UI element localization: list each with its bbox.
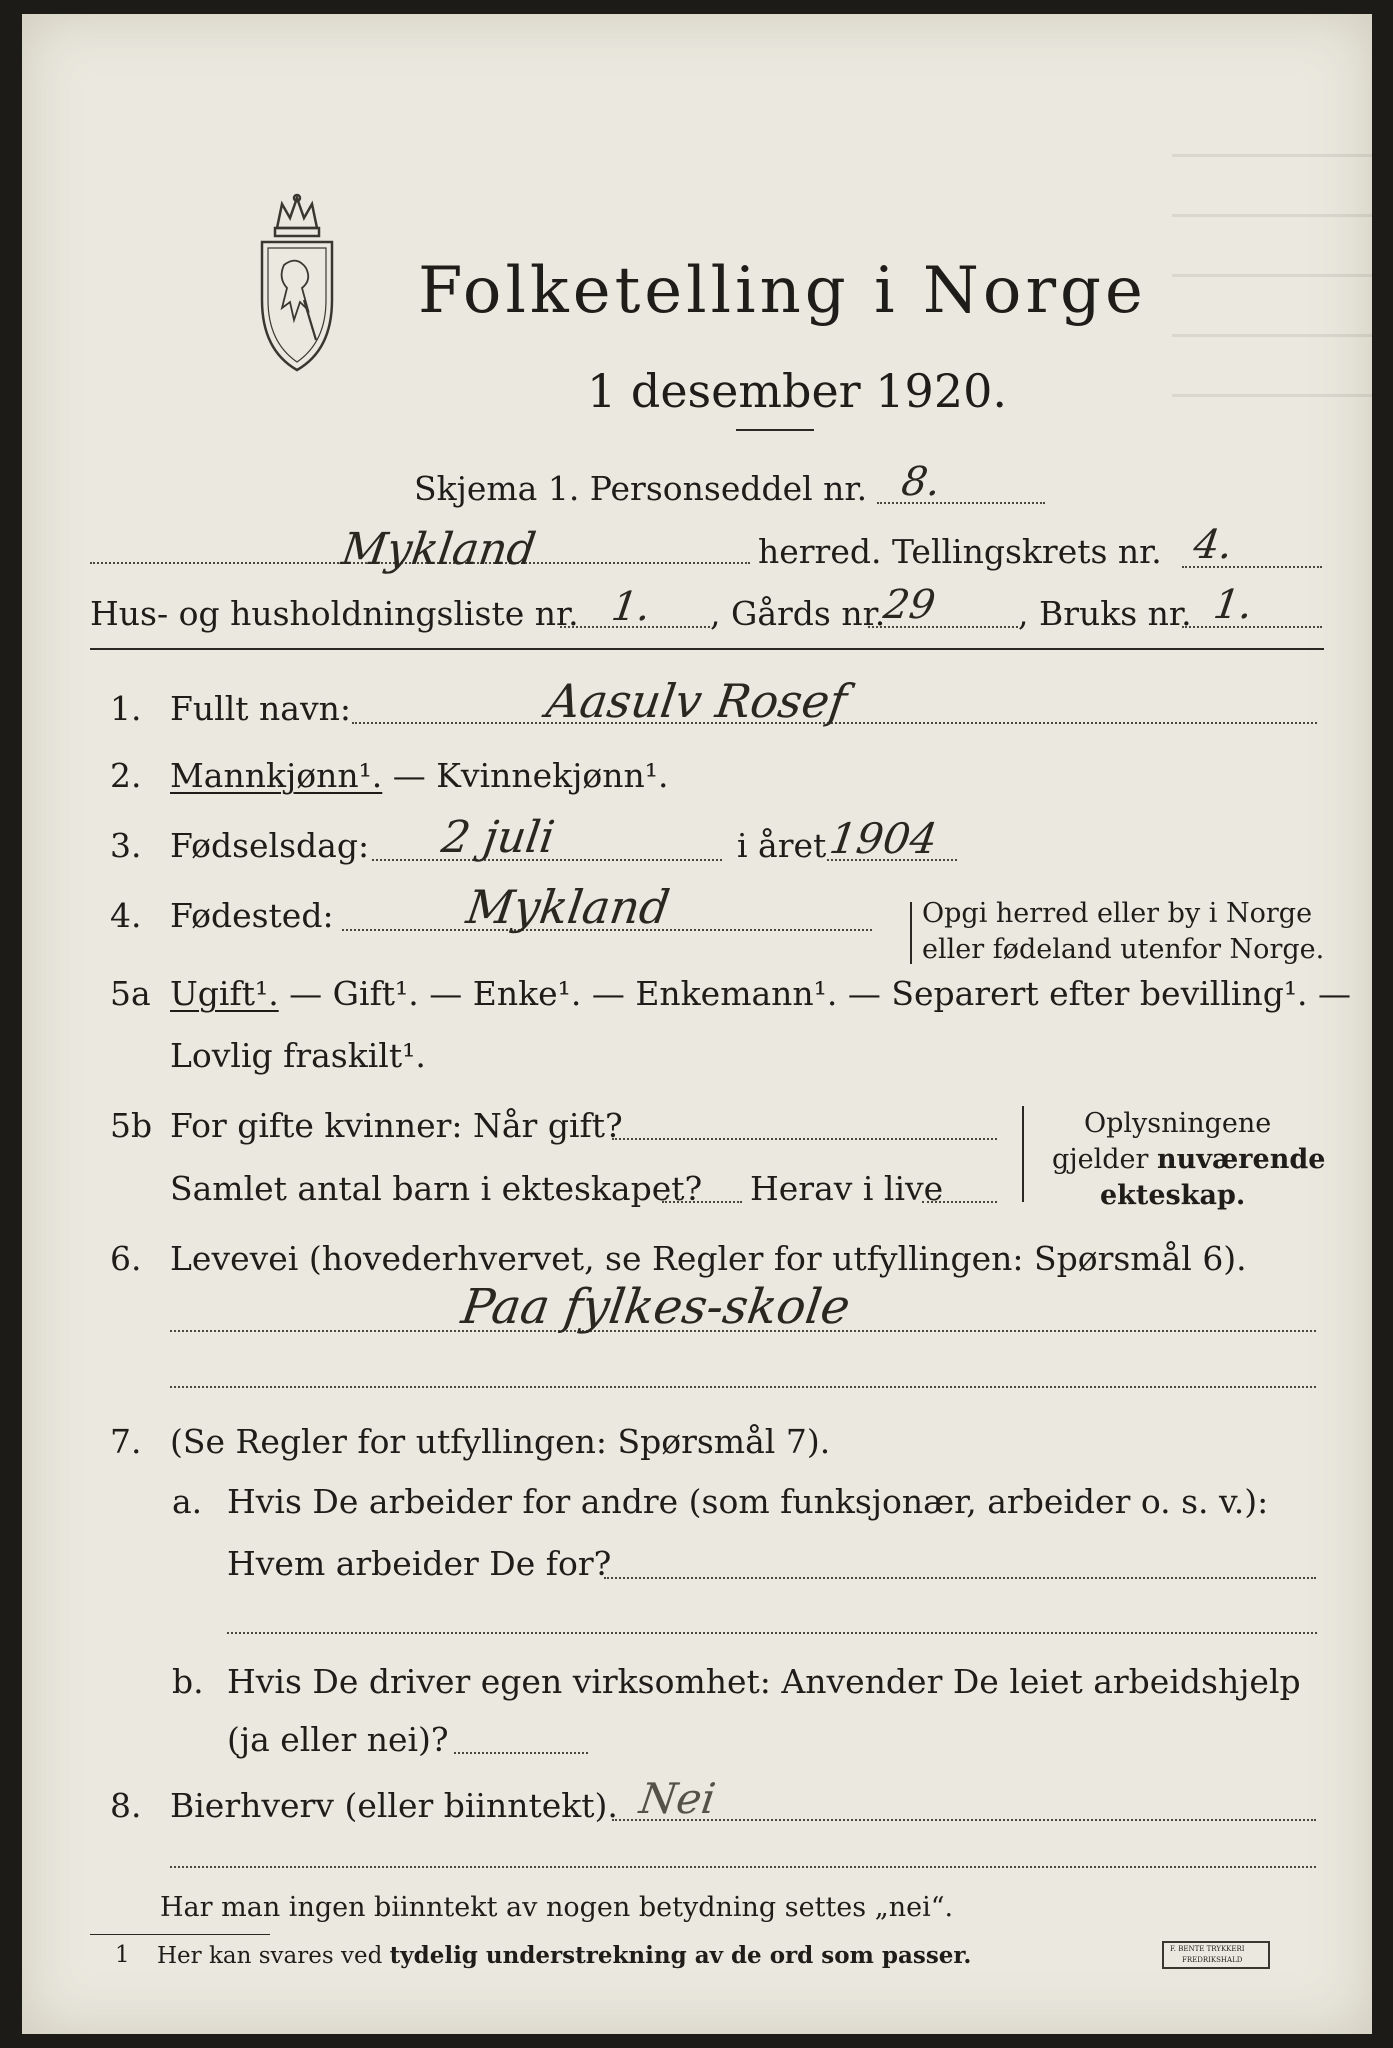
footnote-rule: [90, 1934, 270, 1935]
q8-line1: [612, 1819, 1316, 1821]
q7-number: 7.: [110, 1422, 142, 1461]
q4-note-line2: eller fødeland utenfor Norge.: [922, 934, 1325, 965]
q7a-line1: [604, 1577, 1316, 1579]
form-title: Folketelling i Norge: [418, 254, 1147, 328]
q7a-number: a.: [172, 1482, 203, 1521]
q8-number: 8.: [110, 1786, 142, 1825]
census-date: 1 desember 1920.: [587, 364, 1007, 418]
printer-stamp-line1: F. BENTE TRYKKERI: [1170, 1945, 1245, 1953]
herred-value[interactable]: Mykland: [338, 524, 539, 575]
printer-stamp: [1162, 1941, 1270, 1969]
q7b-number: b.: [172, 1662, 204, 1701]
q6-number: 6.: [110, 1239, 142, 1278]
q5b-number: 5b: [110, 1106, 153, 1145]
q5b-note-current: nuværende: [1157, 1144, 1326, 1175]
q7b-line: [454, 1752, 588, 1754]
hus-label: Hus- og husholdningsliste nr.: [90, 594, 579, 633]
q7a-line2: [227, 1632, 1317, 1634]
q4-value[interactable]: Mykland: [463, 880, 673, 934]
q5a-options: [170, 974, 1351, 1013]
printer-stamp-line2: FREDRIKSHALD: [1182, 1956, 1243, 1964]
q7a-text2: Hvem arbeider De for?: [227, 1544, 612, 1583]
schema-value[interactable]: 8.: [898, 459, 944, 505]
q8-value[interactable]: Nei: [636, 1774, 719, 1823]
q3-year-label: i året: [737, 826, 827, 865]
q6-value[interactable]: Paa fylkes-skole: [458, 1279, 854, 1335]
q7a-text: Hvis De arbeider for andre (som funksjonær, arbeider o. s. v.):: [227, 1482, 1269, 1521]
q5b-label2: Samlet antal barn i ekteskapet?: [170, 1169, 703, 1208]
q2-number: 2.: [110, 756, 142, 795]
bruks-value[interactable]: 1.: [1210, 582, 1256, 628]
q5a-other-options[interactable]: — Gift¹. — Enke¹. — Enkemann¹. — Separert efter bevilling¹. —: [278, 974, 1352, 1013]
q2-kvinne-option[interactable]: Kvinnekjønn¹.: [436, 756, 669, 795]
q2-options: [170, 756, 669, 795]
q5b-note-line2: [1052, 1144, 1325, 1175]
q5b-note-brace: [1022, 1106, 1024, 1202]
q1-value[interactable]: Aasulv Rosef: [543, 674, 851, 728]
census-form: [22, 14, 1372, 2034]
q1-label: Fullt navn:: [170, 689, 351, 728]
footnote-number: 1: [115, 1942, 130, 1968]
footnote-text-b: tydelig understrekning av de ord som passer.: [389, 1942, 972, 1969]
q4-number: 4.: [110, 896, 142, 935]
q6-label: Levevei (hovederhvervet, se Regler for utfyllingen: Spørsmål 6).: [170, 1239, 1247, 1278]
schema-label: Skjema 1. Personseddel nr.: [414, 469, 868, 508]
q3-year-value[interactable]: 1904: [826, 814, 941, 863]
gards-label: , Gårds nr.: [710, 594, 886, 633]
q4-label: Fødested:: [170, 896, 334, 935]
q5b-label1: For gifte kvinner: Når gift?: [170, 1106, 623, 1145]
q8-line2: [170, 1866, 1316, 1868]
q6-line2: [170, 1386, 1316, 1388]
q5b-note-gjelder: gjelder: [1052, 1144, 1158, 1175]
q5a-ugift-option[interactable]: Ugift¹.: [170, 974, 279, 1013]
bleed-through-text: [1172, 124, 1372, 454]
q5b-label3: Herav i live: [750, 1169, 944, 1208]
title-rule: [736, 429, 814, 431]
norwegian-lion-coat-of-arms-icon: [242, 190, 352, 380]
gards-value[interactable]: 29: [880, 582, 939, 628]
q5b-line1: [612, 1138, 997, 1140]
q5a-line2[interactable]: Lovlig fraskilt¹.: [170, 1036, 426, 1075]
q7-label: (Se Regler for utfyllingen: Spørsmål 7).: [170, 1422, 831, 1461]
q8-label: Bierhverv (eller biinntekt).: [170, 1786, 618, 1825]
q5b-line2: [662, 1201, 742, 1203]
footnote-text: [157, 1942, 971, 1969]
q2-separator: —: [382, 756, 437, 795]
q7b-text2: (ja eller nei)?: [227, 1720, 449, 1759]
q5b-line3: [922, 1201, 997, 1203]
krets-value[interactable]: 4.: [1190, 522, 1236, 568]
q3-number: 3.: [110, 826, 142, 865]
footer-note: Har man ingen biinntekt av nogen betydning settes „nei“.: [160, 1892, 954, 1923]
q4-note-brace: [910, 902, 912, 964]
footnote-text-a: Her kan svares ved: [157, 1943, 390, 1969]
header-separator: [90, 648, 1324, 650]
q5a-number: 5a: [110, 974, 151, 1013]
bruks-line: [1182, 626, 1322, 628]
q5b-note-line1: Oplysningene: [1084, 1108, 1272, 1139]
q7b-text: Hvis De driver egen virksomhet: Anvender De leiet arbeidshjelp: [227, 1662, 1301, 1701]
q3-label: Fødselsdag:: [170, 826, 370, 865]
q1-number: 1.: [110, 689, 142, 728]
q4-note-line1: Opgi herred eller by i Norge: [922, 898, 1313, 929]
q2-mann-option[interactable]: Mannkjønn¹.: [170, 756, 383, 795]
q3-value[interactable]: 2 juli: [438, 812, 558, 863]
hus-value[interactable]: 1.: [608, 584, 654, 630]
bruks-label: , Bruks nr.: [1018, 594, 1192, 633]
q5b-note-line3: ekteskap.: [1100, 1180, 1246, 1211]
herred-label: herred. Tellingskrets nr.: [758, 532, 1162, 571]
